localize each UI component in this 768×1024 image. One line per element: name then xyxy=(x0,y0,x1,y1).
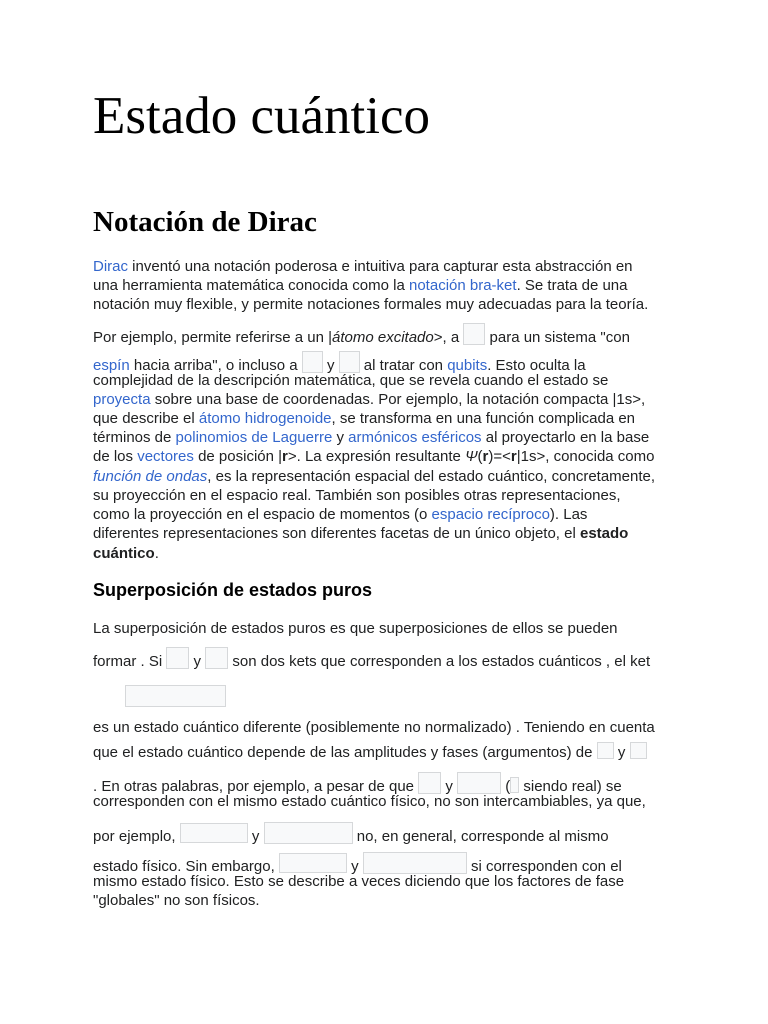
math-image xyxy=(264,822,353,844)
paragraph-line: espín hacia arriba", o incluso a y al tratar con qubits. Esto oculta la xyxy=(93,351,586,375)
math-image xyxy=(180,823,248,843)
link-dirac[interactable]: Dirac xyxy=(93,258,129,275)
paragraph-line: una herramienta matemática conocida como la notación bra-ket. Se trata de una xyxy=(93,277,628,294)
paragraph-line: términos de polinomios de Laguerre y armónicos esféricos al proyectarlo en la base xyxy=(93,429,650,446)
math-image xyxy=(279,853,347,873)
paragraph-line: por ejemplo, y no, en general, corresponde al mismo xyxy=(93,822,609,846)
math-image xyxy=(510,777,519,793)
math-image xyxy=(302,351,323,373)
link-proyecta[interactable]: proyecta xyxy=(93,391,151,408)
paragraph-line: estado físico. Sin embargo, y si corresponden con el xyxy=(93,852,622,876)
paragraph-line: "globales" no son físicos. xyxy=(93,892,260,909)
math-image xyxy=(630,742,647,759)
paragraph-line: corresponden con el mismo estado cuántico físico, no son intercambiables, ya que, xyxy=(93,793,646,810)
paragraph-line: Dirac inventó una notación poderosa e intuitiva para capturar esta abstracción en xyxy=(93,258,633,275)
paragraph-line: formar . Si y son dos kets que corresponden a los estados cuánticos , el ket xyxy=(93,647,650,671)
paragraph-line: notación muy flexible, y permite notaciones formales muy adecuadas para la teoría. xyxy=(93,296,649,313)
paragraph-line: que describe el átomo hidrogenoide, se transforma en una función complicada en xyxy=(93,410,636,427)
link-polinomios-de-laguerre[interactable]: polinomios de Laguerre xyxy=(175,429,333,446)
math-image xyxy=(418,772,441,794)
section-heading: Notación de Dirac xyxy=(93,206,317,238)
paragraph-line: mismo estado físico. Esto se describe a veces diciendo que los factores de fase xyxy=(93,873,625,890)
paragraph-line: su proyección en el espacio real. También son posibles otras representaciones, xyxy=(93,487,621,504)
link-qubits[interactable]: qubits xyxy=(447,357,488,374)
paragraph-line: La superposición de estados puros es que superposiciones de ellos se pueden xyxy=(93,620,618,637)
paragraph-line: de los vectores de posición |r>. La expresión resultante Ψ(r)=<r|1s>, conocida como xyxy=(93,448,655,465)
paragraph-line: función de ondas, es la representación espacial del estado cuántico, concretamente, xyxy=(93,468,656,485)
link-notacion-bra-ket[interactable]: notación bra-ket xyxy=(409,277,517,294)
math-image xyxy=(125,685,226,707)
math-image xyxy=(205,647,228,669)
paragraph-line: que el estado cuántico depende de las amplitudes y fases (argumentos) de y xyxy=(93,742,647,762)
math-image xyxy=(463,323,485,345)
page-title: Estado cuántico xyxy=(93,87,431,145)
paragraph-line: es un estado cuántico diferente (posiblemente no normalizado) . Teniendo en cuenta xyxy=(93,719,655,736)
paragraph-line: Por ejemplo, permite referirse a un |átomo excitado>, a para un sistema "con xyxy=(93,323,630,347)
link-vectores[interactable]: vectores xyxy=(137,448,194,465)
link-atomo-hidrogenoide[interactable]: átomo hidrogenoide xyxy=(198,410,332,427)
math-image xyxy=(166,647,189,669)
link-funcion-de-ondas[interactable]: función de ondas xyxy=(93,468,208,485)
math-image xyxy=(363,852,467,874)
paragraph-line: . En otras palabras, por ejemplo, a pesar de que y ( siendo real) se xyxy=(93,772,622,796)
paragraph-line: diferentes representaciones son diferentes facetas de un único objeto, el estado xyxy=(93,525,629,542)
link-espacio-reciproco[interactable]: espacio recíproco xyxy=(431,506,550,523)
subsection-heading: Superposición de estados puros xyxy=(93,580,373,600)
math-image xyxy=(597,742,614,759)
math-image xyxy=(339,351,360,373)
paragraph-line: cuántico. xyxy=(93,545,159,562)
paragraph-line: proyecta sobre una base de coordenadas. Por ejemplo, la notación compacta |1s>, xyxy=(93,391,646,408)
paragraph-line: como la proyección en el espacio de momentos (o espacio recíproco). Las xyxy=(93,506,588,523)
link-espin[interactable]: espín xyxy=(93,357,130,374)
paragraph-line: complejidad de la descripción matemática, que se revela cuando el estado se xyxy=(93,372,609,389)
math-image xyxy=(457,772,501,794)
link-armonicos-esfericos[interactable]: armónicos esféricos xyxy=(348,429,482,446)
